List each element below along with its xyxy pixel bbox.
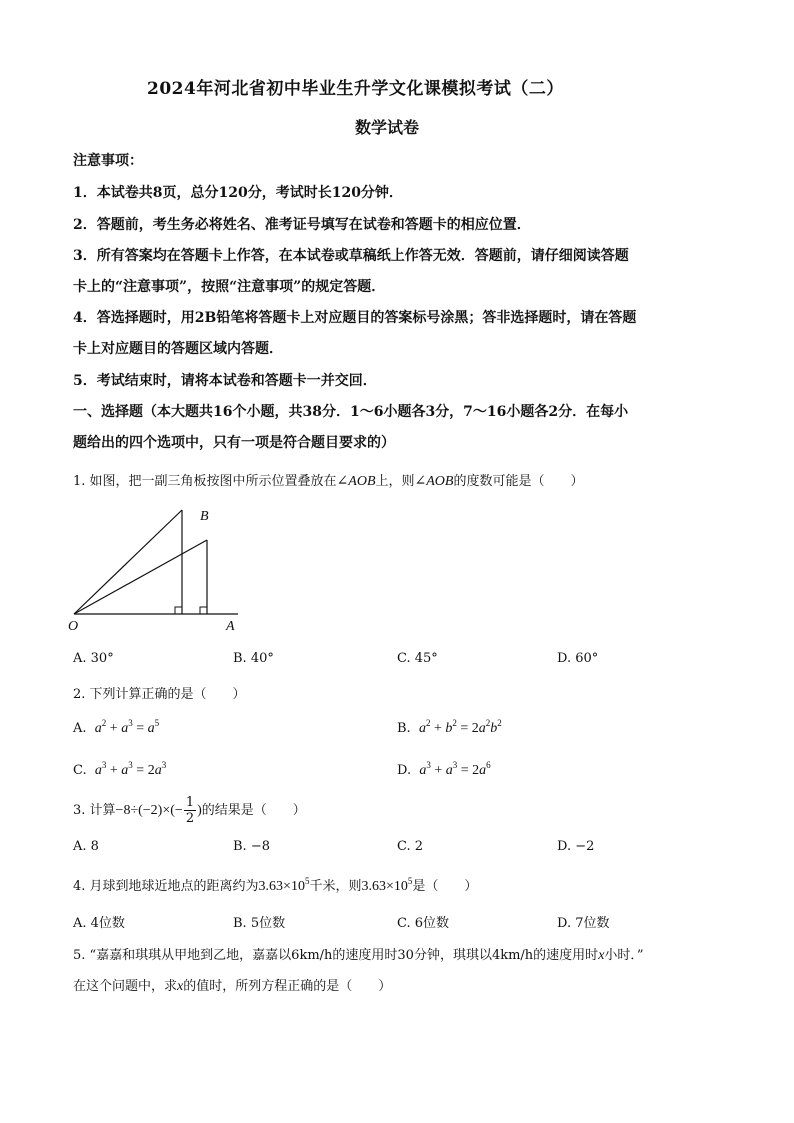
question-2-stem: 2. 下列计算正确的是（ ） [73,687,246,702]
note-item: 3．所有答案均在答题卡上作答，在本试卷或草稿纸上作答无效．答题前，请仔细阅读答题 [73,248,629,264]
q2-option-b[interactable]: B. $a^2 + b^2 = 2a^2b^2$ [397,718,502,736]
label-A: A [226,619,235,634]
note-item: 1．本试卷共8页，总分120分，考试时长120分钟． [73,185,403,201]
ray-OB [74,510,182,614]
note-item: 卡上对应题目的答题区域内答题． [73,341,283,357]
note-item: 卡上的“注意事项”，按照“注意事项”的规定答题． [73,279,386,295]
question-4-stem: 4. 月球到地球近地点的距离约为$3.63\times 10^5$千米，则$3.63\times 10^5$是（ ） [73,876,478,894]
q1-option-c[interactable]: C. 45° [397,651,438,666]
q3-option-b[interactable]: B. −8 [233,839,270,854]
q2-option-a[interactable]: A. $a^2 + a^3 = a^5$ [73,718,160,736]
q1-option-d[interactable]: D. 60° [557,651,599,666]
q3-option-c[interactable]: C. 2 [397,839,424,854]
note-item: 4．答选择题时，用2B铅笔将答题卡上对应题目的答案标号涂黑；答非选择题时，请在答题 [73,310,637,326]
section-heading: 一、选择题（本大题共16个小题，共38分．1～6小题各3分，7～16小题各2分．在每小 [73,404,629,420]
q1-option-a[interactable]: A. 30° [73,651,114,666]
section-heading-cont: 题给出的四个选项中，只有一项是符合题目要求的） [73,435,395,451]
page-subtitle: 数学试卷 [355,118,420,137]
q3-option-a[interactable]: A. 8 [73,839,99,854]
q4-option-b[interactable]: B. 5位数 [233,916,286,931]
q4-option-c[interactable]: C. 6位数 [397,916,450,931]
note-item: 5．考试结束时，请将本试卷和答题卡一并交回． [73,373,377,389]
page-title: 2024年河北省初中毕业生升学文化课模拟考试（二） [147,79,564,99]
q1-option-b[interactable]: B. 40° [233,651,274,666]
triangle2-hypotenuse [74,540,207,614]
right-angle-mark [175,607,182,614]
q4-option-d[interactable]: D. 7位数 [557,916,610,931]
question-1-stem: 1. 如图，把一副三角板按图中所示位置叠放在∠AOB上，则∠AOB的度数可能是（ ） [73,474,584,489]
q2-option-d[interactable]: D. $a^3 + a^3 = 2a^6$ [397,760,491,778]
question-3-stem: 3. 计算−8÷(−2)×(− $\frac{1}{2}$ )的结果是（ ） [73,795,306,826]
question-5-stem: 5. “嘉嘉和琪琪从甲地到乙地，嘉嘉以6km/h的速度用时30分钟，琪琪以4km/h的速度用时x小时．” [73,948,644,963]
note-item: 2．答题前，考生务必将姓名、准考证号填写在试卷和答题卡的相应位置． [73,217,531,233]
right-angle-mark [200,607,207,614]
label-B: B [200,509,209,524]
question-1-figure [60,500,260,635]
notes-heading: 注意事项： [73,153,143,169]
question-5-stem-cont: 在这个问题中，求x的值时，所列方程正确的是（ ） [73,979,392,994]
q4-option-a[interactable]: A. 4位数 [73,916,125,931]
label-O: O [68,619,79,634]
q3-option-d[interactable]: D. −2 [557,839,595,854]
q2-option-c[interactable]: C. $a^3 + a^3 = 2a^3$ [73,760,167,778]
